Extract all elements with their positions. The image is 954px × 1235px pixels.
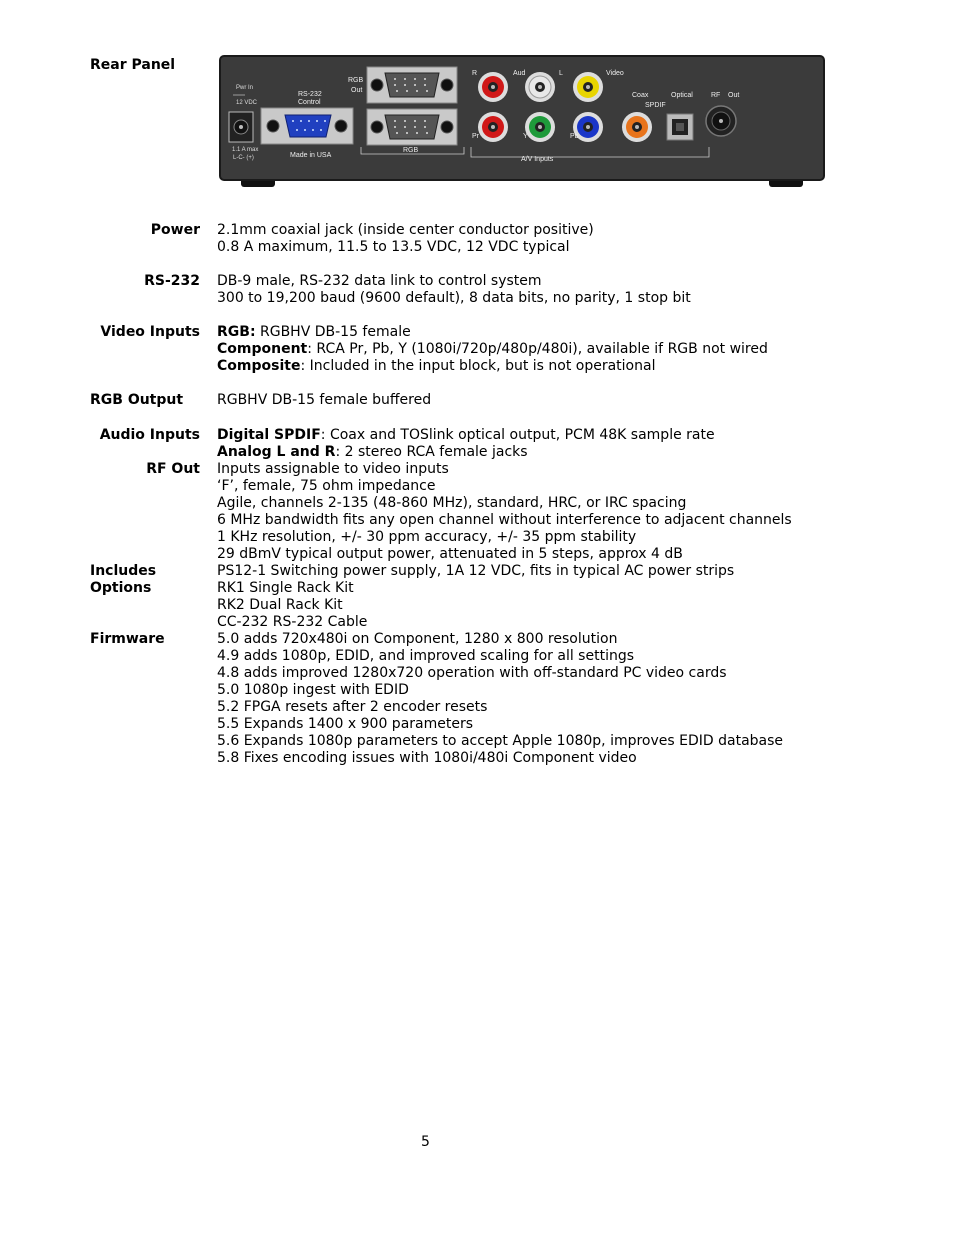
spec-value-text: 0.8 A maximum, 11.5 to 13.5 VDC, 12 VDC typical (217, 239, 570, 255)
spec-label-options: Options (90, 580, 152, 596)
spec-value-emphasis: RGB: (217, 324, 256, 340)
rgb-out-label-1: RGB (348, 77, 364, 84)
pb-label: Pb (570, 133, 579, 140)
spec-value-firmware (217, 716, 473, 733)
spec-value-text: DB-9 male, RS-232 data link to control system (217, 273, 542, 289)
pr-label: Pr (472, 133, 479, 140)
rgb-label: RGB (403, 147, 419, 154)
optical-port (667, 114, 693, 140)
spec-value-video-inputs (217, 358, 655, 375)
spec-value-text: 29 dBmV typical output power, attenuated in 5 steps, approx 4 dB (217, 546, 683, 562)
r-label: R (472, 70, 478, 77)
rf-f-connector (706, 106, 736, 136)
spec-value-firmware (217, 665, 727, 682)
spec-label-video-inputs: Video Inputs (100, 324, 200, 340)
spec-value-video-inputs (217, 341, 768, 358)
aud-label: Aud (513, 70, 526, 77)
spdif-label: SPDIF (645, 102, 666, 109)
rgb-out-label-2: Out (351, 87, 363, 94)
spec-value-text: 4.8 adds improved 1280x720 operation with off-standard PC video cards (217, 665, 727, 681)
spec-value-video-inputs (217, 324, 411, 341)
spec-label-rf-out: RF Out (146, 461, 200, 477)
rca-pr-jack (478, 112, 508, 142)
l-label: L (559, 70, 563, 77)
spec-value-rf-out (217, 512, 792, 529)
spec-value-emphasis: Component (217, 341, 308, 357)
spec-label-audio-inputs: Audio Inputs (99, 427, 200, 443)
spec-value-text: 1 KHz resolution, +/- 30 ppm accuracy, +/- 35 ppm stability (217, 529, 637, 545)
spec-value-firmware (217, 733, 783, 750)
rca-video-jack (573, 72, 603, 102)
spec-value-text: 5.8 Fixes encoding issues with 1080i/480i Component video (217, 750, 637, 766)
spec-value-firmware (217, 631, 617, 648)
coax-label: Coax (632, 92, 649, 99)
spec-label-rgb-output: RGB Output (90, 392, 184, 408)
spec-value-text: : 2 stereo RCA female jacks (335, 444, 528, 460)
av-inputs-label: A/V Inputs (521, 156, 554, 163)
spec-value-text: 5.5 Expands 1400 x 900 parameters (217, 716, 474, 732)
spec-value-includes (217, 563, 734, 580)
optical-label: Optical (671, 92, 693, 99)
rca-aud-jack (525, 72, 555, 102)
spec-value-rf-out (217, 461, 449, 478)
spec-value-text: Agile, channels 2-135 (48-860 MHz), standard, HRC, or IRC spacing (217, 495, 687, 511)
spec-value-firmware (217, 750, 637, 767)
pwr-in-label: Pwr In (236, 85, 254, 91)
spec-value-text: CC-232 RS-232 Cable (217, 614, 368, 630)
spec-value-rs-232 (217, 290, 691, 307)
spec-value-options (217, 580, 354, 597)
spec-label-firmware: Firmware (90, 631, 165, 647)
rf-label: RF (711, 92, 721, 99)
spec-value-power (217, 239, 570, 256)
y-label: Y (523, 133, 528, 140)
spec-value-rs-232 (217, 273, 542, 290)
spec-value-rf-out (217, 478, 435, 495)
spec-value-text: PS12-1 Switching power supply, 1A 12 VDC, fits in typical AC power strips (217, 563, 735, 579)
vdc-label: 12 VDC (236, 100, 258, 106)
rca-y-jack (525, 112, 555, 142)
spec-value-text: 2.1mm coaxial jack (inside center conductor positive) (217, 222, 594, 238)
spec-value-rf-out (217, 529, 636, 546)
video-label: Video (606, 70, 624, 77)
spec-value-firmware (217, 699, 487, 716)
amax-label: 1.1 A max (232, 147, 259, 153)
spec-value-emphasis: Composite (217, 358, 301, 374)
spec-label-power: Power (150, 222, 200, 238)
spec-value-text: Inputs assignable to video inputs (217, 461, 449, 477)
spec-value-text: : RCA Pr, Pb, Y (1080i/720p/480p/480i), available if RGB not wired (307, 341, 768, 357)
spec-value-text: RGBHV DB-15 female (255, 324, 411, 340)
rca-r-jack (478, 72, 508, 102)
control-label: Control (298, 99, 321, 106)
spec-label-rs-232: RS-232 (144, 273, 200, 289)
spec-value-text: : Coax and TOSlink optical output, PCM 48K sample rate (320, 427, 715, 443)
spec-value-text: RK1 Single Rack Kit (217, 580, 354, 596)
spec-value-text: ‘F’, female, 75 ohm impedance (217, 478, 436, 494)
spec-value-text: 4.9 adds 1080p, EDID, and improved scaling for all settings (217, 648, 635, 664)
out-label: Out (728, 92, 740, 99)
spec-label-includes: Includes (90, 563, 157, 579)
spec-value-rf-out (217, 546, 683, 563)
db9-connector (285, 115, 331, 137)
spec-value-emphasis: Digital SPDIF (217, 427, 321, 443)
spec-value-text: 5.6 Expands 1080p parameters to accept Apple 1080p, improves EDID database (217, 733, 784, 749)
spec-value-firmware (217, 682, 409, 699)
svg-text:L-C- (+): L-C- (+) (233, 155, 254, 161)
made-in-usa-label: Made in USA (290, 152, 332, 159)
spec-value-text: 6 MHz bandwidth fits any open channel without interference to adjacent channels (217, 512, 792, 528)
spec-value-text: 5.0 adds 720x480i on Component, 1280 x 800 resolution (217, 631, 618, 647)
spec-value-text: : Included in the input block, but is not operational (300, 358, 656, 374)
spec-value-emphasis: Analog L and R (217, 444, 336, 460)
spec-value-firmware (217, 648, 634, 665)
spec-value-options (217, 614, 367, 631)
spec-value-text: 300 to 19,200 baud (9600 default), 8 data bits, no parity, 1 stop bit (217, 290, 691, 306)
page-number: 5 (421, 1134, 430, 1150)
rear-panel-heading: Rear Panel (90, 57, 176, 73)
spdif-coax-jack (622, 112, 652, 142)
rs232-label: RS-232 (298, 91, 322, 98)
spec-value-text: 5.2 FPGA resets after 2 encoder resets (217, 699, 488, 715)
rear-panel-diagram (219, 55, 825, 188)
spec-value-audio-inputs (217, 427, 715, 444)
spec-value-text: RGBHV DB-15 female buffered (217, 392, 432, 408)
spec-value-options (217, 597, 343, 614)
spec-value-text: 5.0 1080p ingest with EDID (217, 682, 409, 698)
spec-value-rgb-output (217, 392, 431, 409)
spec-value-text: RK2 Dual Rack Kit (217, 597, 343, 613)
spec-value-power (217, 222, 594, 239)
spec-value-rf-out (217, 495, 686, 512)
spec-value-audio-inputs (217, 444, 528, 461)
